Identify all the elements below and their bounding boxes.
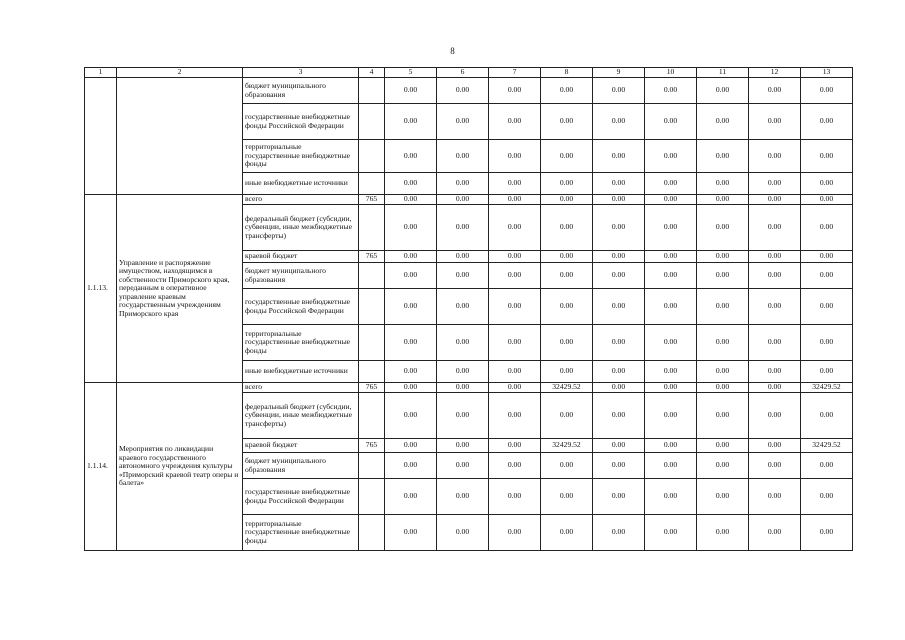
value-col-8: 0.00 bbox=[541, 140, 593, 173]
value-col-13: 0.00 bbox=[801, 173, 853, 195]
value-col-13: 0.00 bbox=[801, 361, 853, 383]
value-col-12: 0.00 bbox=[749, 78, 801, 104]
value-col-12: 0.00 bbox=[749, 393, 801, 439]
value-col-12: 0.00 bbox=[749, 439, 801, 453]
value-col-9: 0.00 bbox=[593, 251, 645, 263]
value-col-6: 0.00 bbox=[437, 479, 489, 515]
value-col-12: 0.00 bbox=[749, 173, 801, 195]
value-col-10: 0.00 bbox=[645, 205, 697, 251]
ministry-code bbox=[359, 140, 385, 173]
value-col-13: 0.00 bbox=[801, 479, 853, 515]
value-col-13: 0.00 bbox=[801, 251, 853, 263]
value-col-11: 0.00 bbox=[697, 393, 749, 439]
value-col-10: 0.00 bbox=[645, 104, 697, 140]
header-cell-8: 8 bbox=[541, 68, 593, 78]
value-col-12: 0.00 bbox=[749, 140, 801, 173]
value-col-10: 0.00 bbox=[645, 479, 697, 515]
value-col-13: 0.00 bbox=[801, 393, 853, 439]
value-col-8: 0.00 bbox=[541, 195, 593, 205]
value-col-5: 0.00 bbox=[385, 195, 437, 205]
ministry-code bbox=[359, 453, 385, 479]
value-col-5: 0.00 bbox=[385, 325, 437, 361]
value-col-9: 0.00 bbox=[593, 361, 645, 383]
funding-source: бюджет муниципального образования bbox=[243, 453, 359, 479]
value-col-5: 0.00 bbox=[385, 78, 437, 104]
value-col-13: 32429.52 bbox=[801, 383, 853, 393]
value-col-10: 0.00 bbox=[645, 263, 697, 289]
value-col-7: 0.00 bbox=[489, 195, 541, 205]
value-col-13: 0.00 bbox=[801, 453, 853, 479]
value-col-5: 0.00 bbox=[385, 453, 437, 479]
value-col-6: 0.00 bbox=[437, 325, 489, 361]
page-number: 8 bbox=[450, 46, 455, 56]
value-col-6: 0.00 bbox=[437, 251, 489, 263]
value-col-12: 0.00 bbox=[749, 263, 801, 289]
value-col-7: 0.00 bbox=[489, 515, 541, 551]
value-col-13: 0.00 bbox=[801, 195, 853, 205]
ministry-code bbox=[359, 104, 385, 140]
value-col-6: 0.00 bbox=[437, 104, 489, 140]
value-col-5: 0.00 bbox=[385, 251, 437, 263]
value-col-6: 0.00 bbox=[437, 78, 489, 104]
ministry-code bbox=[359, 263, 385, 289]
value-col-11: 0.00 bbox=[697, 263, 749, 289]
funding-source: государственные внебюджетные фонды Российской Федерации bbox=[243, 104, 359, 140]
value-col-11: 0.00 bbox=[697, 251, 749, 263]
value-col-11: 0.00 bbox=[697, 78, 749, 104]
value-col-8: 0.00 bbox=[541, 173, 593, 195]
value-col-9: 0.00 bbox=[593, 195, 645, 205]
value-col-7: 0.00 bbox=[489, 453, 541, 479]
value-col-8: 0.00 bbox=[541, 361, 593, 383]
value-col-5: 0.00 bbox=[385, 361, 437, 383]
header-cell-12: 12 bbox=[749, 68, 801, 78]
value-col-7: 0.00 bbox=[489, 251, 541, 263]
ministry-code bbox=[359, 479, 385, 515]
value-col-11: 0.00 bbox=[697, 515, 749, 551]
funding-source: территориальные государственные внебюджетные фонды bbox=[243, 325, 359, 361]
header-cell-3: 3 bbox=[243, 68, 359, 78]
table-row bbox=[85, 195, 853, 205]
ministry-code bbox=[359, 205, 385, 251]
value-col-9: 0.00 bbox=[593, 479, 645, 515]
value-col-12: 0.00 bbox=[749, 479, 801, 515]
funding-source: бюджет муниципального образования bbox=[243, 263, 359, 289]
value-col-13: 0.00 bbox=[801, 325, 853, 361]
value-col-9: 0.00 bbox=[593, 140, 645, 173]
value-col-5: 0.00 bbox=[385, 104, 437, 140]
header-cell-1: 1 bbox=[85, 68, 117, 78]
value-col-13: 0.00 bbox=[801, 78, 853, 104]
value-col-5: 0.00 bbox=[385, 173, 437, 195]
item-description: Управление и распоряжение имуществом, находящимся в собственности Приморского края, переданным в оперативное управление краевым государственным учреждениям Приморского края bbox=[117, 195, 243, 383]
value-col-8: 0.00 bbox=[541, 263, 593, 289]
ministry-code bbox=[359, 361, 385, 383]
value-col-13: 32429.52 bbox=[801, 439, 853, 453]
value-col-8: 0.00 bbox=[541, 251, 593, 263]
value-col-10: 0.00 bbox=[645, 325, 697, 361]
value-col-13: 0.00 bbox=[801, 205, 853, 251]
value-col-13: 0.00 bbox=[801, 104, 853, 140]
value-col-7: 0.00 bbox=[489, 173, 541, 195]
value-col-5: 0.00 bbox=[385, 263, 437, 289]
value-col-6: 0.00 bbox=[437, 393, 489, 439]
header-cell-6: 6 bbox=[437, 68, 489, 78]
ministry-code bbox=[359, 289, 385, 325]
value-col-11: 0.00 bbox=[697, 173, 749, 195]
value-col-10: 0.00 bbox=[645, 195, 697, 205]
funding-source: краевой бюджет bbox=[243, 439, 359, 453]
ministry-code bbox=[359, 78, 385, 104]
value-col-9: 0.00 bbox=[593, 78, 645, 104]
value-col-9: 0.00 bbox=[593, 104, 645, 140]
ministry-code: 765 bbox=[359, 251, 385, 263]
value-col-10: 0.00 bbox=[645, 289, 697, 325]
value-col-10: 0.00 bbox=[645, 361, 697, 383]
value-col-5: 0.00 bbox=[385, 140, 437, 173]
ministry-code: 765 bbox=[359, 439, 385, 453]
funding-source: иные внебюджетные источники bbox=[243, 361, 359, 383]
value-col-9: 0.00 bbox=[593, 393, 645, 439]
header-cell-11: 11 bbox=[697, 68, 749, 78]
header-cell-13: 13 bbox=[801, 68, 853, 78]
item-code bbox=[85, 78, 117, 195]
value-col-9: 0.00 bbox=[593, 173, 645, 195]
ministry-code: 765 bbox=[359, 383, 385, 393]
value-col-12: 0.00 bbox=[749, 251, 801, 263]
value-col-6: 0.00 bbox=[437, 263, 489, 289]
value-col-5: 0.00 bbox=[385, 439, 437, 453]
ministry-code: 765 bbox=[359, 195, 385, 205]
funding-source: территориальные государственные внебюджетные фонды bbox=[243, 515, 359, 551]
value-col-12: 0.00 bbox=[749, 289, 801, 325]
value-col-11: 0.00 bbox=[697, 453, 749, 479]
funding-source: территориальные государственные внебюджетные фонды bbox=[243, 140, 359, 173]
value-col-6: 0.00 bbox=[437, 453, 489, 479]
value-col-10: 0.00 bbox=[645, 393, 697, 439]
funding-source: государственные внебюджетные фонды Российской Федерации bbox=[243, 289, 359, 325]
header-cell-10: 10 bbox=[645, 68, 697, 78]
value-col-5: 0.00 bbox=[385, 205, 437, 251]
value-col-12: 0.00 bbox=[749, 104, 801, 140]
value-col-6: 0.00 bbox=[437, 140, 489, 173]
value-col-8: 32429.52 bbox=[541, 439, 593, 453]
value-col-12: 0.00 bbox=[749, 205, 801, 251]
value-col-8: 0.00 bbox=[541, 104, 593, 140]
value-col-5: 0.00 bbox=[385, 289, 437, 325]
funding-source: краевой бюджет bbox=[243, 251, 359, 263]
column-number-header bbox=[85, 68, 853, 78]
value-col-7: 0.00 bbox=[489, 289, 541, 325]
value-col-12: 0.00 bbox=[749, 195, 801, 205]
value-col-11: 0.00 bbox=[697, 140, 749, 173]
value-col-9: 0.00 bbox=[593, 515, 645, 551]
value-col-9: 0.00 bbox=[593, 439, 645, 453]
funding-source: всего bbox=[243, 195, 359, 205]
value-col-10: 0.00 bbox=[645, 251, 697, 263]
item-description: Мероприятия по ликвидации краевого государственного автономного учреждения культуры «Приморский краевой театр оперы и балета» bbox=[117, 383, 243, 551]
funding-source: федеральный бюджет (субсидии, субвенции, иные межбюджетные трансферты) bbox=[243, 393, 359, 439]
value-col-5: 0.00 bbox=[385, 479, 437, 515]
value-col-9: 0.00 bbox=[593, 205, 645, 251]
header-cell-2: 2 bbox=[117, 68, 243, 78]
value-col-13: 0.00 bbox=[801, 263, 853, 289]
value-col-7: 0.00 bbox=[489, 104, 541, 140]
value-col-7: 0.00 bbox=[489, 325, 541, 361]
value-col-7: 0.00 bbox=[489, 263, 541, 289]
budget-table bbox=[84, 67, 853, 551]
value-col-6: 0.00 bbox=[437, 383, 489, 393]
value-col-12: 0.00 bbox=[749, 361, 801, 383]
value-col-8: 0.00 bbox=[541, 325, 593, 361]
value-col-11: 0.00 bbox=[697, 439, 749, 453]
table-row bbox=[85, 78, 853, 104]
value-col-5: 0.00 bbox=[385, 515, 437, 551]
value-col-11: 0.00 bbox=[697, 195, 749, 205]
value-col-7: 0.00 bbox=[489, 439, 541, 453]
value-col-10: 0.00 bbox=[645, 173, 697, 195]
value-col-11: 0.00 bbox=[697, 289, 749, 325]
header-cell-4: 4 bbox=[359, 68, 385, 78]
value-col-13: 0.00 bbox=[801, 515, 853, 551]
ministry-code bbox=[359, 393, 385, 439]
value-col-6: 0.00 bbox=[437, 173, 489, 195]
value-col-6: 0.00 bbox=[437, 289, 489, 325]
value-col-9: 0.00 bbox=[593, 453, 645, 479]
value-col-7: 0.00 bbox=[489, 479, 541, 515]
value-col-7: 0.00 bbox=[489, 383, 541, 393]
value-col-12: 0.00 bbox=[749, 515, 801, 551]
value-col-6: 0.00 bbox=[437, 195, 489, 205]
item-description bbox=[117, 78, 243, 195]
value-col-8: 0.00 bbox=[541, 393, 593, 439]
value-col-9: 0.00 bbox=[593, 325, 645, 361]
value-col-7: 0.00 bbox=[489, 78, 541, 104]
ministry-code bbox=[359, 173, 385, 195]
value-col-12: 0.00 bbox=[749, 383, 801, 393]
value-col-7: 0.00 bbox=[489, 140, 541, 173]
value-col-8: 0.00 bbox=[541, 289, 593, 325]
value-col-8: 0.00 bbox=[541, 78, 593, 104]
value-col-10: 0.00 bbox=[645, 383, 697, 393]
header-cell-9: 9 bbox=[593, 68, 645, 78]
value-col-13: 0.00 bbox=[801, 289, 853, 325]
value-col-11: 0.00 bbox=[697, 205, 749, 251]
ministry-code bbox=[359, 515, 385, 551]
value-col-9: 0.00 bbox=[593, 289, 645, 325]
value-col-10: 0.00 bbox=[645, 453, 697, 479]
header-cell-5: 5 bbox=[385, 68, 437, 78]
value-col-5: 0.00 bbox=[385, 393, 437, 439]
value-col-10: 0.00 bbox=[645, 78, 697, 104]
value-col-6: 0.00 bbox=[437, 361, 489, 383]
table-row bbox=[85, 383, 853, 393]
value-col-7: 0.00 bbox=[489, 205, 541, 251]
value-col-8: 32429.52 bbox=[541, 383, 593, 393]
value-col-11: 0.00 bbox=[697, 479, 749, 515]
funding-source: федеральный бюджет (субсидии, субвенции, иные межбюджетные трансферты) bbox=[243, 205, 359, 251]
value-col-12: 0.00 bbox=[749, 453, 801, 479]
value-col-7: 0.00 bbox=[489, 361, 541, 383]
value-col-10: 0.00 bbox=[645, 515, 697, 551]
item-code: 1.1.14. bbox=[85, 383, 117, 551]
value-col-9: 0.00 bbox=[593, 383, 645, 393]
ministry-code bbox=[359, 325, 385, 361]
value-col-10: 0.00 bbox=[645, 140, 697, 173]
value-col-6: 0.00 bbox=[437, 439, 489, 453]
value-col-10: 0.00 bbox=[645, 439, 697, 453]
value-col-11: 0.00 bbox=[697, 325, 749, 361]
value-col-5: 0.00 bbox=[385, 383, 437, 393]
value-col-11: 0.00 bbox=[697, 361, 749, 383]
value-col-6: 0.00 bbox=[437, 205, 489, 251]
value-col-8: 0.00 bbox=[541, 205, 593, 251]
item-code: 1.1.13. bbox=[85, 195, 117, 383]
funding-source: всего bbox=[243, 383, 359, 393]
header-cell-7: 7 bbox=[489, 68, 541, 78]
value-col-8: 0.00 bbox=[541, 453, 593, 479]
value-col-11: 0.00 bbox=[697, 104, 749, 140]
value-col-7: 0.00 bbox=[489, 393, 541, 439]
funding-source: бюджет муниципального образования bbox=[243, 78, 359, 104]
value-col-9: 0.00 bbox=[593, 263, 645, 289]
value-col-12: 0.00 bbox=[749, 325, 801, 361]
funding-source: иные внебюджетные источники bbox=[243, 173, 359, 195]
value-col-8: 0.00 bbox=[541, 479, 593, 515]
value-col-6: 0.00 bbox=[437, 515, 489, 551]
value-col-8: 0.00 bbox=[541, 515, 593, 551]
value-col-11: 0.00 bbox=[697, 383, 749, 393]
value-col-13: 0.00 bbox=[801, 140, 853, 173]
funding-source: государственные внебюджетные фонды Российской Федерации bbox=[243, 479, 359, 515]
